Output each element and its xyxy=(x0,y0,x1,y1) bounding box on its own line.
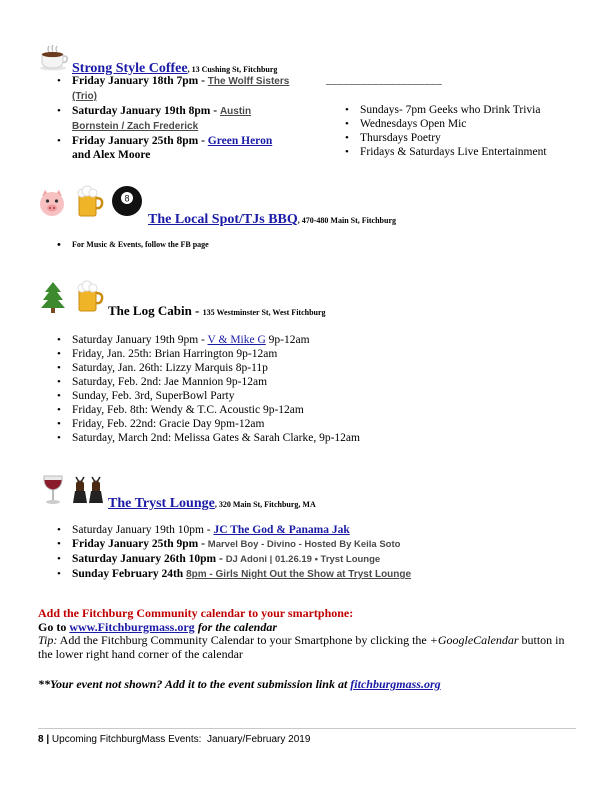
list-item: • Saturday, Jan. 26th: Lizzy Marquis 8p-11p xyxy=(57,361,537,375)
calendar-tip: Tip: Add the Fitchburg Community Calendar to your Smartphone by clicking the +GoogleCalendar button in the lower right hand corner of the calendar xyxy=(38,633,565,661)
list-item: • For Music & Events, follow the FB page xyxy=(57,238,457,252)
list-item: • Fridays & Saturdays Live Entertainment xyxy=(345,145,585,159)
venue-title-strong-style-coffee[interactable]: Strong Style Coffee xyxy=(72,61,188,76)
list-item: • Sunday, Feb. 3rd, SuperBowl Party xyxy=(57,389,537,403)
list-item: • Friday, Feb. 22nd: Gracie Day 9pm-12am xyxy=(57,417,537,431)
list-item: • Sunday February 24th 8pm - Girls Night Out the Show at Tryst Lounge xyxy=(57,567,557,582)
venue-title-log-cabin: The Log Cabin - xyxy=(108,303,203,318)
page-number: 8 xyxy=(38,734,44,745)
page-footer: 8 | Upcoming FitchburgMass Events: January/February 2019 xyxy=(38,734,311,745)
event-list-tryst xyxy=(57,523,557,582)
dancers-icon xyxy=(71,474,107,508)
event-link[interactable]: Austin Bornstein / Zach Frederick xyxy=(72,106,252,132)
coffee-icon xyxy=(38,42,68,72)
list-item: • Saturday January 19th 10pm - JC The God & Panama Jak xyxy=(57,523,557,537)
venue-title-tryst-lounge[interactable]: The Tryst Lounge xyxy=(108,496,215,511)
list-item: • Saturday January 26th 10pm - DJ Adoni | 01.26.19 • Tryst Lounge xyxy=(57,552,557,567)
event-not-shown-note: **Your event not shown? Add it to the event submission link at fitchburgmass.org xyxy=(38,677,441,691)
list-item: • Thursdays Poetry xyxy=(345,131,585,145)
submission-link[interactable]: fitchburgmass.org xyxy=(350,677,441,691)
event-list-log-cabin xyxy=(57,333,537,445)
venue-title-local-spot[interactable]: The Local Spot/TJs BBQ xyxy=(148,212,298,227)
footer-divider xyxy=(38,728,576,729)
event-link[interactable]: Green Heron xyxy=(207,135,273,147)
list-item: • Friday January 25th 8pm - Green Heron and Alex Moore xyxy=(57,134,297,162)
list-item: • Friday January 25th 9pm - Marvel Boy - Divino - Hosted By Keila Soto xyxy=(57,537,557,552)
venue-address: 135 Westminster St, West Fitchburg xyxy=(202,308,326,317)
list-item: • Sundays- 7pm Geeks who Drink Trivia xyxy=(345,103,585,117)
evergreen-tree-icon xyxy=(38,280,68,314)
venue-address: , 320 Main St, Fitchburg, MA xyxy=(214,500,316,509)
list-item: • Friday, Jan. 25th: Brian Harrington 9p-12am xyxy=(57,347,537,361)
event-link[interactable]: The Wolff Sisters (Trio) xyxy=(72,76,290,102)
eight-ball-icon xyxy=(111,185,143,217)
list-item: • Saturday January 19th 8pm - Austin Bornstein / Zach Frederick xyxy=(57,104,297,134)
calendar-heading: Add the Fitchburg Community calendar to your smartphone: xyxy=(38,606,354,620)
venue-address: , 470-480 Main St, Fitchburg xyxy=(297,216,396,225)
calendar-goto-line: Go to www.Fitchburgmass.org for the calendar xyxy=(38,620,278,634)
event-link[interactable]: 8pm - Girls Night Out the Show at Tryst Lounge xyxy=(186,569,412,580)
list-item: • Wednesdays Open Mic xyxy=(345,117,585,131)
fitchburgmass-link[interactable]: www.Fitchburgmass.org xyxy=(69,620,195,634)
event-list-strong-style xyxy=(57,74,297,162)
weekly-events-list xyxy=(345,103,585,159)
event-link[interactable]: JC The God & Panama Jak xyxy=(213,524,350,536)
beer-mug-icon xyxy=(75,280,105,314)
divider-line: ____________________ xyxy=(326,74,442,86)
list-item: • Friday, Feb. 8th: Wendy & T.C. Acoustic 9p-12am xyxy=(57,403,537,417)
beer-mug-icon xyxy=(75,185,105,219)
pig-icon xyxy=(37,188,67,218)
list-item: • Saturday, Feb. 2nd: Jae Mannion 9p-12am xyxy=(57,375,537,389)
wine-glass-icon xyxy=(40,473,66,507)
event-link[interactable]: V & Mike G xyxy=(207,334,266,346)
list-item: • Saturday, March 2nd: Melissa Gates & Sarah Clarke, 9p-12am xyxy=(57,431,537,445)
venue-address: , 13 Cushing St, Fitchburg xyxy=(187,65,278,74)
list-item: • Saturday January 19th 9pm - V & Mike G 9p-12am xyxy=(57,333,537,347)
svg-text:8: 8 xyxy=(124,193,130,204)
local-spot-list xyxy=(57,238,457,252)
list-item: • Friday January 18th 7pm - The Wolff Sisters (Trio) xyxy=(57,74,297,104)
